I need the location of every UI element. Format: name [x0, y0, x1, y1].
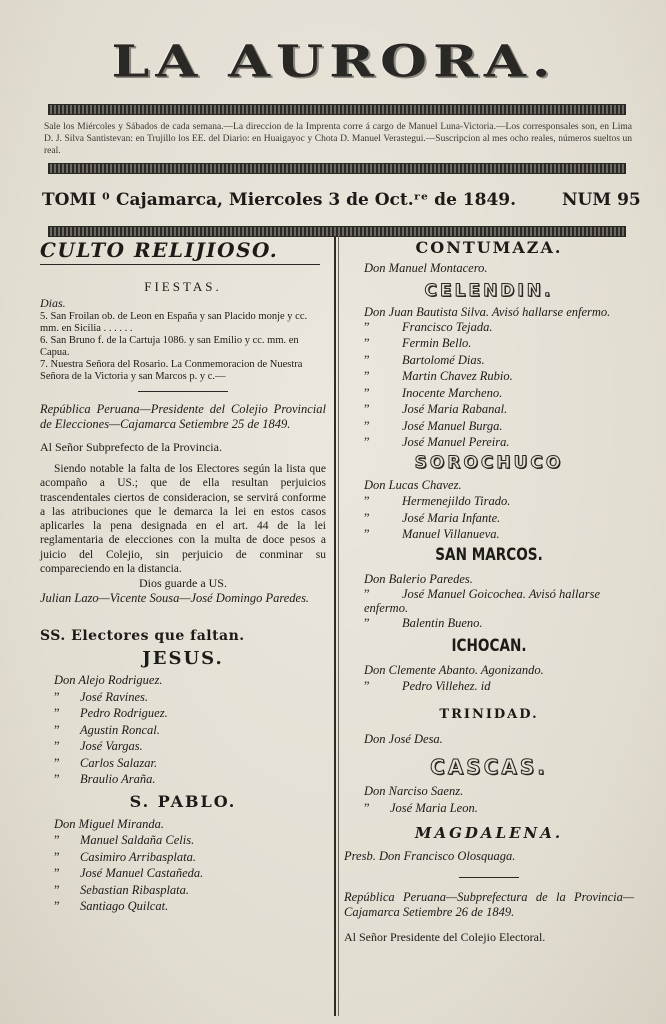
sorochuco-list	[344, 477, 634, 543]
column-divider	[338, 236, 339, 1016]
elector-name: ” José Maria Leon.	[364, 800, 478, 815]
right-column	[344, 238, 634, 945]
elector-name: Presb. Don Francisco Olosquaga.	[344, 849, 516, 863]
elector-name: ” Manuel Villanueva.	[364, 527, 500, 541]
elector-name: ” Martin Chavez Rubio.	[364, 369, 513, 383]
dios-guarde: Dios guarde a US.	[139, 576, 227, 591]
jesus-title: JESUS.	[142, 648, 224, 670]
tomo-label: TOMI ⁰	[42, 190, 110, 210]
column-divider	[334, 236, 336, 1016]
elector-name: Don José Desa.	[364, 731, 443, 746]
elector-name: ” Sebastian Ribasplata.	[54, 882, 190, 897]
elector-name: ” Bartolomé Dias.	[364, 352, 485, 367]
elector-name: ” Santiago Quilcat.	[54, 899, 169, 914]
ichocan-title: ICHOCAN.	[451, 635, 527, 656]
feast-item: 5. San Froilan ob. de Leon en España y san Placido monje y cc. mm. en Sicilia . . . . . .	[40, 311, 308, 334]
elector-name: ” Inocente Marcheno.	[364, 385, 503, 400]
elector-name: Don Balerio Paredes.	[364, 571, 473, 586]
trinidad-list	[344, 731, 634, 748]
electores-title: SS. Electores que faltan.	[40, 628, 245, 645]
magdalena-title: MAGDALENA.	[414, 824, 564, 842]
trinidad-title: TRINIDAD.	[439, 706, 539, 722]
elector-name: ” Carlos Salazar.	[54, 755, 158, 770]
elector-name: ” Manuel Saldaña Celis.	[54, 833, 195, 848]
feast-list	[40, 311, 326, 383]
elector-name: ” Agustin Roncal.	[54, 722, 160, 737]
sorochuco-title: SOROCHUCO	[414, 452, 564, 473]
place-date: Cajamarca, Miercoles 3 de Oct.ʳᵉ de 1849.	[116, 190, 517, 210]
culto-title: CULTO RELIJIOSO.	[40, 238, 279, 262]
republica-heading: República Peruana—Presidente del Colejio Provincial de Elecciones—Cajamarca Setiembre 25 de 1849.	[40, 402, 326, 431]
contumaza-title: CONTUMAZA.	[415, 238, 563, 257]
dateline	[42, 190, 641, 216]
elector-name: ” José Vargas.	[54, 739, 143, 754]
elector-name: Don Manuel Montacero.	[364, 261, 488, 275]
sanmarcos-title: SAN MARCOS.	[435, 544, 543, 565]
jesus-list	[40, 672, 326, 788]
ornamental-rule	[48, 104, 626, 115]
elector-name: ” Braulio Araña.	[54, 772, 156, 787]
feast-item: 6. San Bruno f. de la Cartuja 1086. y san Emilio y cc. mm. en Capua.	[40, 335, 299, 358]
divider	[138, 391, 228, 392]
masthead-title: LA AURORA.	[111, 34, 557, 88]
issue-number: NUM 95	[562, 190, 641, 210]
ichocan-list	[344, 662, 634, 695]
celendin-title: CELENDIN.	[424, 280, 554, 301]
elector-name: ” Pedro Villehez. id	[364, 679, 491, 693]
elector-name: ” José Manuel Pereira.	[364, 435, 510, 449]
cascas-title: CASCAS.	[430, 755, 548, 779]
elector-name: ” Hermenejildo Tirado.	[364, 494, 511, 508]
fiestas-title: FIESTAS.	[144, 279, 222, 294]
dias-label: Dias.	[40, 296, 66, 310]
spablo-list	[40, 816, 326, 915]
ornamental-rule	[48, 226, 626, 237]
spablo-title: S. PABLO.	[129, 791, 237, 811]
elector-name: Don Alejo Rodriguez.	[54, 673, 163, 688]
elector-name: ” Pedro Rodriguez.	[54, 706, 168, 721]
subscription-info: Sale los Miércoles y Sábados de cada semana.—La direccion de la Imprenta corre á cargo de Manuel Luna-Victoria.—Los corresponsales son, en Lima D. J. Silva Santistevan: en Trujillo los EE. del Diario: en Huaigayoc y Chota D. Manuel Verastegui.—Suscripcion al mes ocho reales, números sueltos un real.	[44, 122, 632, 156]
elector-name: ” José Maria Rabanal.	[364, 402, 508, 416]
letter-body: Siendo notable la falta de los Electores según la lista que acompaño a US.; que de ella resultan perjuicios trascendentales ciertos de consideracion, se servirá conforme a las atribuciones que le demarca la lei en estos casos aplicarles la pena designada en el art. 44 de la lei reglamentaria de elecciones con la multa de doce pesos a juicio del Colejio, sin perjuicio de conminar su compareciendo en la distancia.	[40, 463, 326, 576]
elector-name: Don Juan Bautista Silva. Avisó hallarse enfermo.	[364, 304, 611, 319]
elector-name: ” José Manuel Goicochea. Avisó hallarse enfermo.	[364, 587, 600, 615]
elector-name: ” Francisco Tejada.	[364, 319, 493, 334]
divider	[459, 877, 519, 878]
elector-name: ” Casimiro Arribasplata.	[54, 849, 196, 864]
elector-name: ” Balentin Bueno.	[364, 616, 483, 630]
cascas-list	[344, 783, 634, 816]
celendin-list	[344, 319, 634, 451]
elector-name: ” José Manuel Castañeda.	[54, 866, 204, 881]
republica2-heading: República Peruana—Subprefectura de la Provincia—Cajamarca Setiembre 26 de 1849.	[344, 889, 634, 919]
feast-item: 7. Nuestra Señora del Rosario. La Conmemoracion de Nuestra Señora de la Victoria y san Marcos p. y c.—	[40, 359, 303, 382]
left-column	[40, 238, 326, 915]
elector-name: Don Miguel Miranda.	[54, 816, 165, 831]
elector-name: Don Lucas Chavez.	[364, 477, 462, 492]
al-senor2: Al Señor Presidente del Colejio Electoral.	[344, 929, 546, 944]
elector-name: ” José Ravines.	[54, 689, 149, 704]
elector-name: Don Narciso Saenz.	[364, 784, 464, 798]
divider	[40, 264, 320, 265]
elector-name: ” Fermin Bello.	[364, 336, 472, 350]
elector-name: Don Clemente Abanto. Agonizando.	[364, 662, 544, 677]
signatures: Julian Lazo—Vicente Sousa—José Domingo Paredes.	[40, 591, 310, 606]
sanmarcos-list	[344, 571, 634, 632]
elector-name: ” José Maria Infante.	[364, 510, 501, 525]
ornamental-rule	[48, 163, 626, 174]
elector-name: ” José Manuel Burga.	[364, 418, 503, 433]
al-senor: Al Señor Subprefecto de la Provincia.	[40, 440, 222, 454]
